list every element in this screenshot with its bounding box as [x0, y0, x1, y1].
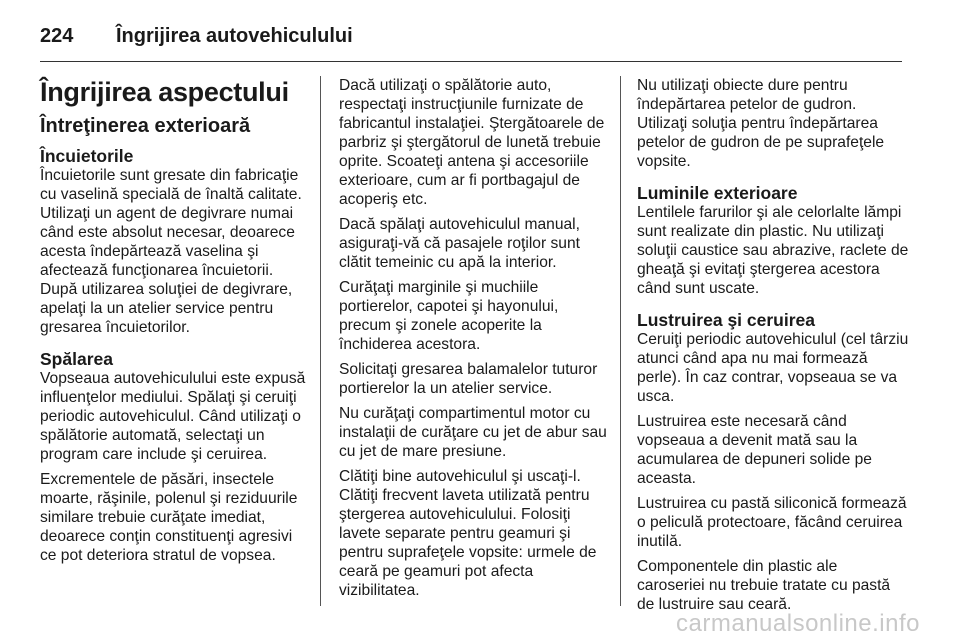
paragraph: Nu curăţaţi compartimentul motor cu instalaţii de curăţare cu jet de abur sau cu jet de mare presiune. — [339, 405, 607, 460]
column-divider — [620, 76, 621, 606]
chapter-heading: Îngrijirea aspectului — [40, 77, 289, 107]
column-2 — [339, 76, 614, 606]
page-header — [40, 16, 920, 56]
subsection-heading-polishing: Lustruirea şi ceruirea — [637, 310, 815, 330]
subsection-heading-washing: Spălarea — [40, 349, 113, 369]
column-divider — [320, 76, 321, 606]
paragraph: Ceruiţi periodic autovehiculul (cel târziu atunci când apa nu mai formează perle). În caz contrar, vopseaua se va usca. — [637, 331, 909, 405]
paragraph: Lustruirea cu pastă siliconică formează o peliculă protectoare, făcând ceruirea inutilă. — [637, 495, 907, 550]
watermark-text: carmanualsonline.info — [676, 610, 920, 637]
paragraph: Lentilele farurilor şi ale celorlalte lămpi sunt realizate din plastic. Nu utilizaţi soluţii caustice sau abrazive, raclete de gheaţă şi evitaţi ştergerea acestora când sunt uscate. — [637, 204, 909, 297]
paragraph: Încuietorile sunt gresate din fabricaţie cu vaselină specială de înaltă calitate. Utilizaţi un agent de degivrare numai când este absolut necesar, deoarece acesta îndepărtează vaselina şi afectează funcţionarea încuietorii. După utilizarea soluţiei de degivrare, apelaţi la un atelier service pentru gresarea încuietorilor. — [40, 167, 302, 336]
paragraph: Dacă spălaţi autovehiculul manual, asiguraţi-vă că pasajele roţilor sunt clătit temeinic cu apă la interior. — [339, 216, 580, 271]
header-rule — [40, 61, 902, 62]
column-3 — [637, 76, 909, 620]
section-heading: Întreţinerea exterioară — [40, 115, 251, 137]
paragraph: Vopseaua autovehiculului este expusă influenţelor mediului. Spălaţi şi ceruiţi periodic autovehiculul. Când utilizaţi o spălătorie automată, selectaţi un program care include şi ceruirea. — [40, 370, 306, 463]
paragraph: Lustruirea este necesară când vopseaua a devenit mată sau la acumularea de depuneri solide pe aceasta. — [637, 413, 872, 487]
paragraph: Solicitaţi gresarea balamalelor tuturor portierelor la un atelier service. — [339, 361, 598, 397]
paragraph: Curăţaţi marginile şi muchiile portierelor, capotei şi hayonului, precum şi zonele acoperite la închiderea acestora. — [339, 279, 559, 353]
page-number: 224 — [40, 24, 74, 47]
running-title: Îngrijirea autovehiculului — [116, 24, 353, 47]
paragraph: Dacă utilizaţi o spălătorie auto, respectaţi instrucţiunile furnizate de fabricantul instalaţiei. Ştergătoarele de parbriz şi ştergătorul de lunetă trebuie oprite. Scoateţi antena şi accesoriile exterioare, cum ar fi portbagajul de acoperiş etc. — [339, 77, 605, 208]
subsection-heading-exterior-lights: Luminile exterioare — [637, 183, 798, 203]
paragraph: Clătiţi bine autovehiculul şi uscaţi-l. Clătiţi frecvent laveta utilizată pentru ştergerea autovehiculului. Folosiţi lavete separate pentru geamuri şi pentru suprafeţele vopsite: urmele de ceară pe geamuri pot afecta vizibilitatea. — [339, 468, 597, 599]
paragraph: Nu utilizaţi obiecte dure pentru îndepărtarea petelor de gudron. Utilizaţi soluţia pentru îndepărtarea petelor de gudron de pe suprafeţele vopsite. — [637, 77, 885, 170]
subsection-heading-locks: Încuietorile — [40, 146, 134, 166]
column-1 — [40, 76, 310, 571]
paragraph: Componentele din plastic ale caroseriei nu trebuie tratate cu pastă de lustruire sau ceară. — [637, 558, 891, 613]
paragraph: Excrementele de păsări, insectele moarte, răşinile, polenul şi reziduurile similare trebuie curăţate imediat, deoarece conţin constituenţi agresivi ce pot deteriora stratul de vopsea. — [40, 471, 298, 564]
